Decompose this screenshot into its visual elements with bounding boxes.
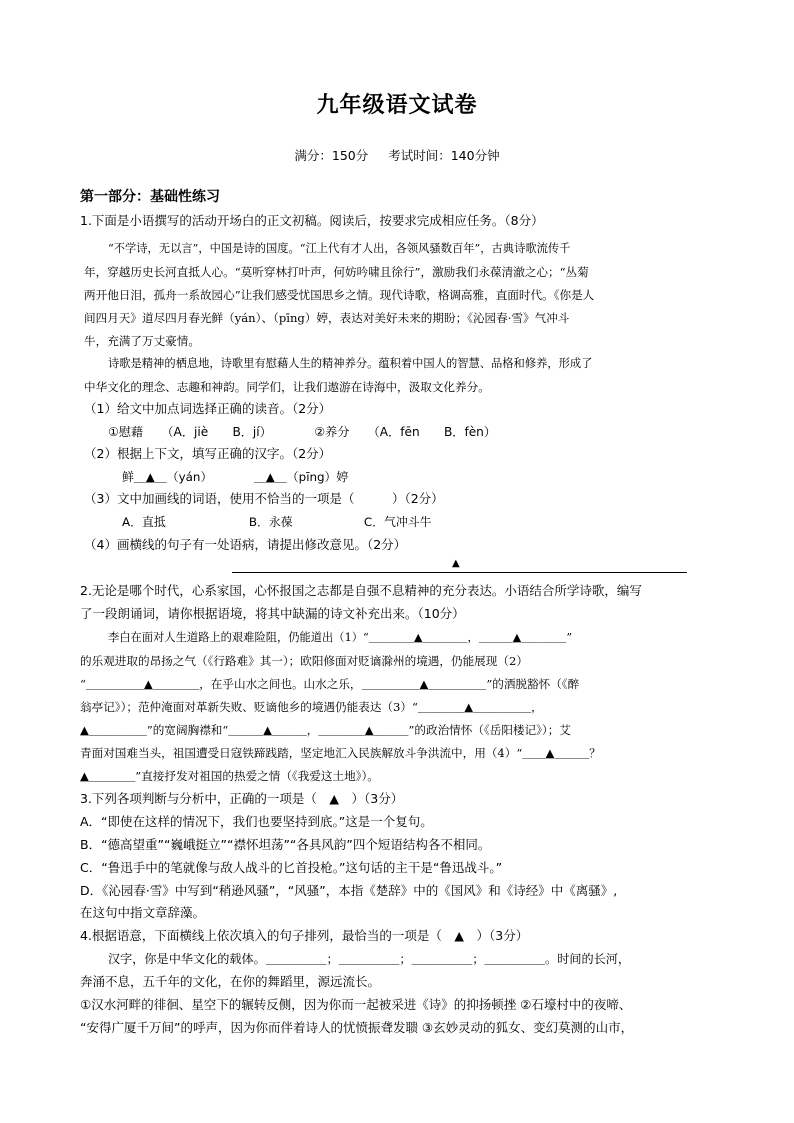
question-2-stem: 2.无论是哪个时代，心系家国，心怀报国之志都是自强不息精神的充分表达。小语结合所学诗歌，编写 — [80, 583, 642, 598]
page-title: 九年级语文试卷 — [316, 93, 478, 118]
passage-line: 诗歌是精神的栖息地，诗歌里有慰藉人生的精神养分。蕴积着中国人的智慧、品格和修养，形成了 — [108, 357, 593, 370]
question-4-passage: 奔涌不息，五千年的文化，在你的舞蹈里，源远流长。 — [80, 974, 381, 989]
recitation-line: ▲＿＿＿＿”直接抒发对祖国的热爱之情（《我爱这土地》）。 — [80, 769, 379, 783]
question-3-stem: 3.下列各项判断与分析中，正确的一项是（ ▲ ）（3分） — [80, 791, 404, 806]
exam-info — [0, 146, 794, 164]
sub-question: （3）文中加画线的词语，使用不恰当的一项是（ ）（2分） — [84, 491, 444, 506]
recitation-line: 翁亭记》）；范仲淹面对革新失败、贬谪他乡的境遇仍能表达（3）“＿＿＿＿▲＿＿＿＿＿， — [80, 700, 543, 714]
passage-line: “不学诗，无以言”，中国是诗的国度。“江上代有才人出，各领风骚数百年”，古典诗歌流传千 — [108, 242, 571, 255]
question-4-stem: 4.根据语意，下面横线上依次填入的句子排列，最恰当的一项是（ ▲ ）（3分） — [80, 928, 529, 943]
sub-question: （1）给文中加点词选择正确的读音。（2分） — [84, 401, 332, 416]
option-d: D．《沁园春·雪》中写到“稍逊风骚”，“风骚”，本指《楚辞》中的《国风》和《诗经》中《离骚》, — [80, 883, 618, 898]
question-4-passage: 汉字，你是中华文化的载体。＿＿＿＿＿；＿＿＿＿＿；＿＿＿＿＿；＿＿＿＿＿。时间的长河， — [108, 952, 631, 966]
recitation-line: “＿＿＿＿＿▲＿＿＿＿，在乎山水之间也。山水之乐，＿＿＿＿＿▲＿＿＿＿＿”的洒脱豁怀（《醉 — [80, 677, 580, 691]
passage-line: 牛，充满了万丈豪情。 — [84, 334, 200, 348]
recitation-line: 李白在面对人生道路上的艰难险阻，仍能道出（1）“＿＿＿＿▲＿＿＿＿，＿＿＿▲＿＿＿＿” — [108, 631, 573, 644]
recitation-line: ▲＿＿＿＿＿”的宽阔胸襟和“＿＿＿▲＿＿＿，＿＿＿＿▲＿＿＿”的政治情怀（《岳阳楼记》）；艾 — [80, 723, 571, 737]
recitation-line: 青面对国难当头，祖国遭受日寇铁蹄践踏，坚定地汇入民族解放斗争洪流中，用（4）“＿＿▲＿＿＿？ — [80, 746, 601, 760]
passage-line: 两开他日泪，孤舟一系故园心”让我们感受忧国思乡之情。现代诗歌，格调高雅，直面时代。《你是人 — [84, 288, 595, 302]
passage-line: 年，穿越历史长河直抵人心。“莫听穿林打叶声，何妨吟啸且徐行”，激励我们永葆清澈之心；“丛菊 — [84, 265, 589, 279]
option-b: B．“德高望重”“巍峨挺立”“襟怀坦荡”“各具风韵”四个短语结构各不相同。 — [80, 837, 491, 852]
question-4-sentences: “安得广厦千万间”的呼声，因为你而伴着诗人的忧愤振聋发聩 ③玄妙灵动的狐女、变幻莫测的山市， — [80, 1020, 634, 1035]
answer-line — [232, 572, 687, 573]
full-score: 满分：150分 — [294, 148, 369, 163]
answer-marker: ▲ — [452, 558, 460, 569]
question-1-stem: 1.下面是小语撰写的活动开场白的正文初稿。阅读后，按要求完成相应任务。（8分） — [80, 213, 544, 228]
option-c: C．“鲁迅手中的笔就像与敌人战斗的匕首投枪。”这句话的主干是“鲁迅战斗。” — [80, 860, 503, 875]
question-2-stem: 了一段朗诵词，请你根据语境，将其中缺漏的诗文补充出来。（10分） — [80, 606, 465, 621]
answer-options: ①慰藉 （A．jiè B．jí） ②养分 （A．fēn B．fèn） — [108, 425, 497, 439]
sub-question: （4）画横线的句子有一处语病，请提出修改意见。（2分） — [84, 537, 407, 552]
fill-blank-line: 鲜＿▲＿（yán） ＿▲＿（pīng）婷 — [122, 470, 349, 484]
question-4-sentences: ①汉水河畔的徘徊、星空下的辗转反侧，因为你而一起被采进《诗》的抑扬顿挫 ②石壕村中的夜啼、 — [80, 997, 632, 1012]
option-a: A．“即使在这样的情况下，我们也要坚持到底。”这是一个复句。 — [80, 814, 433, 829]
recitation-line: 的乐观进取的昂扬之气（《行路难》其一）；欧阳修面对贬谪滁州的境遇，仍能展现（2） — [80, 654, 528, 668]
passage-line: 间四月天》道尽四月春光鲜（yán）、（pīng）婷，表达对美好未来的期盼；《沁园春·雪》气冲斗 — [84, 311, 570, 325]
passage-line: 中华文化的理念、志趣和神韵。同学们，让我们遨游在诗海中，汲取文化养分。 — [84, 380, 490, 394]
option-d-continued: 在这句中指文章辞藻。 — [80, 905, 206, 920]
answer-options: A．直抵 B．永葆 C．气冲斗牛 — [122, 515, 432, 529]
exam-time: 考试时间：140分钟 — [388, 148, 500, 163]
sub-question: （2）根据上下文，填写正确的汉字。（2分） — [84, 446, 332, 461]
section-heading: 第一部分：基础性练习 — [80, 189, 220, 205]
